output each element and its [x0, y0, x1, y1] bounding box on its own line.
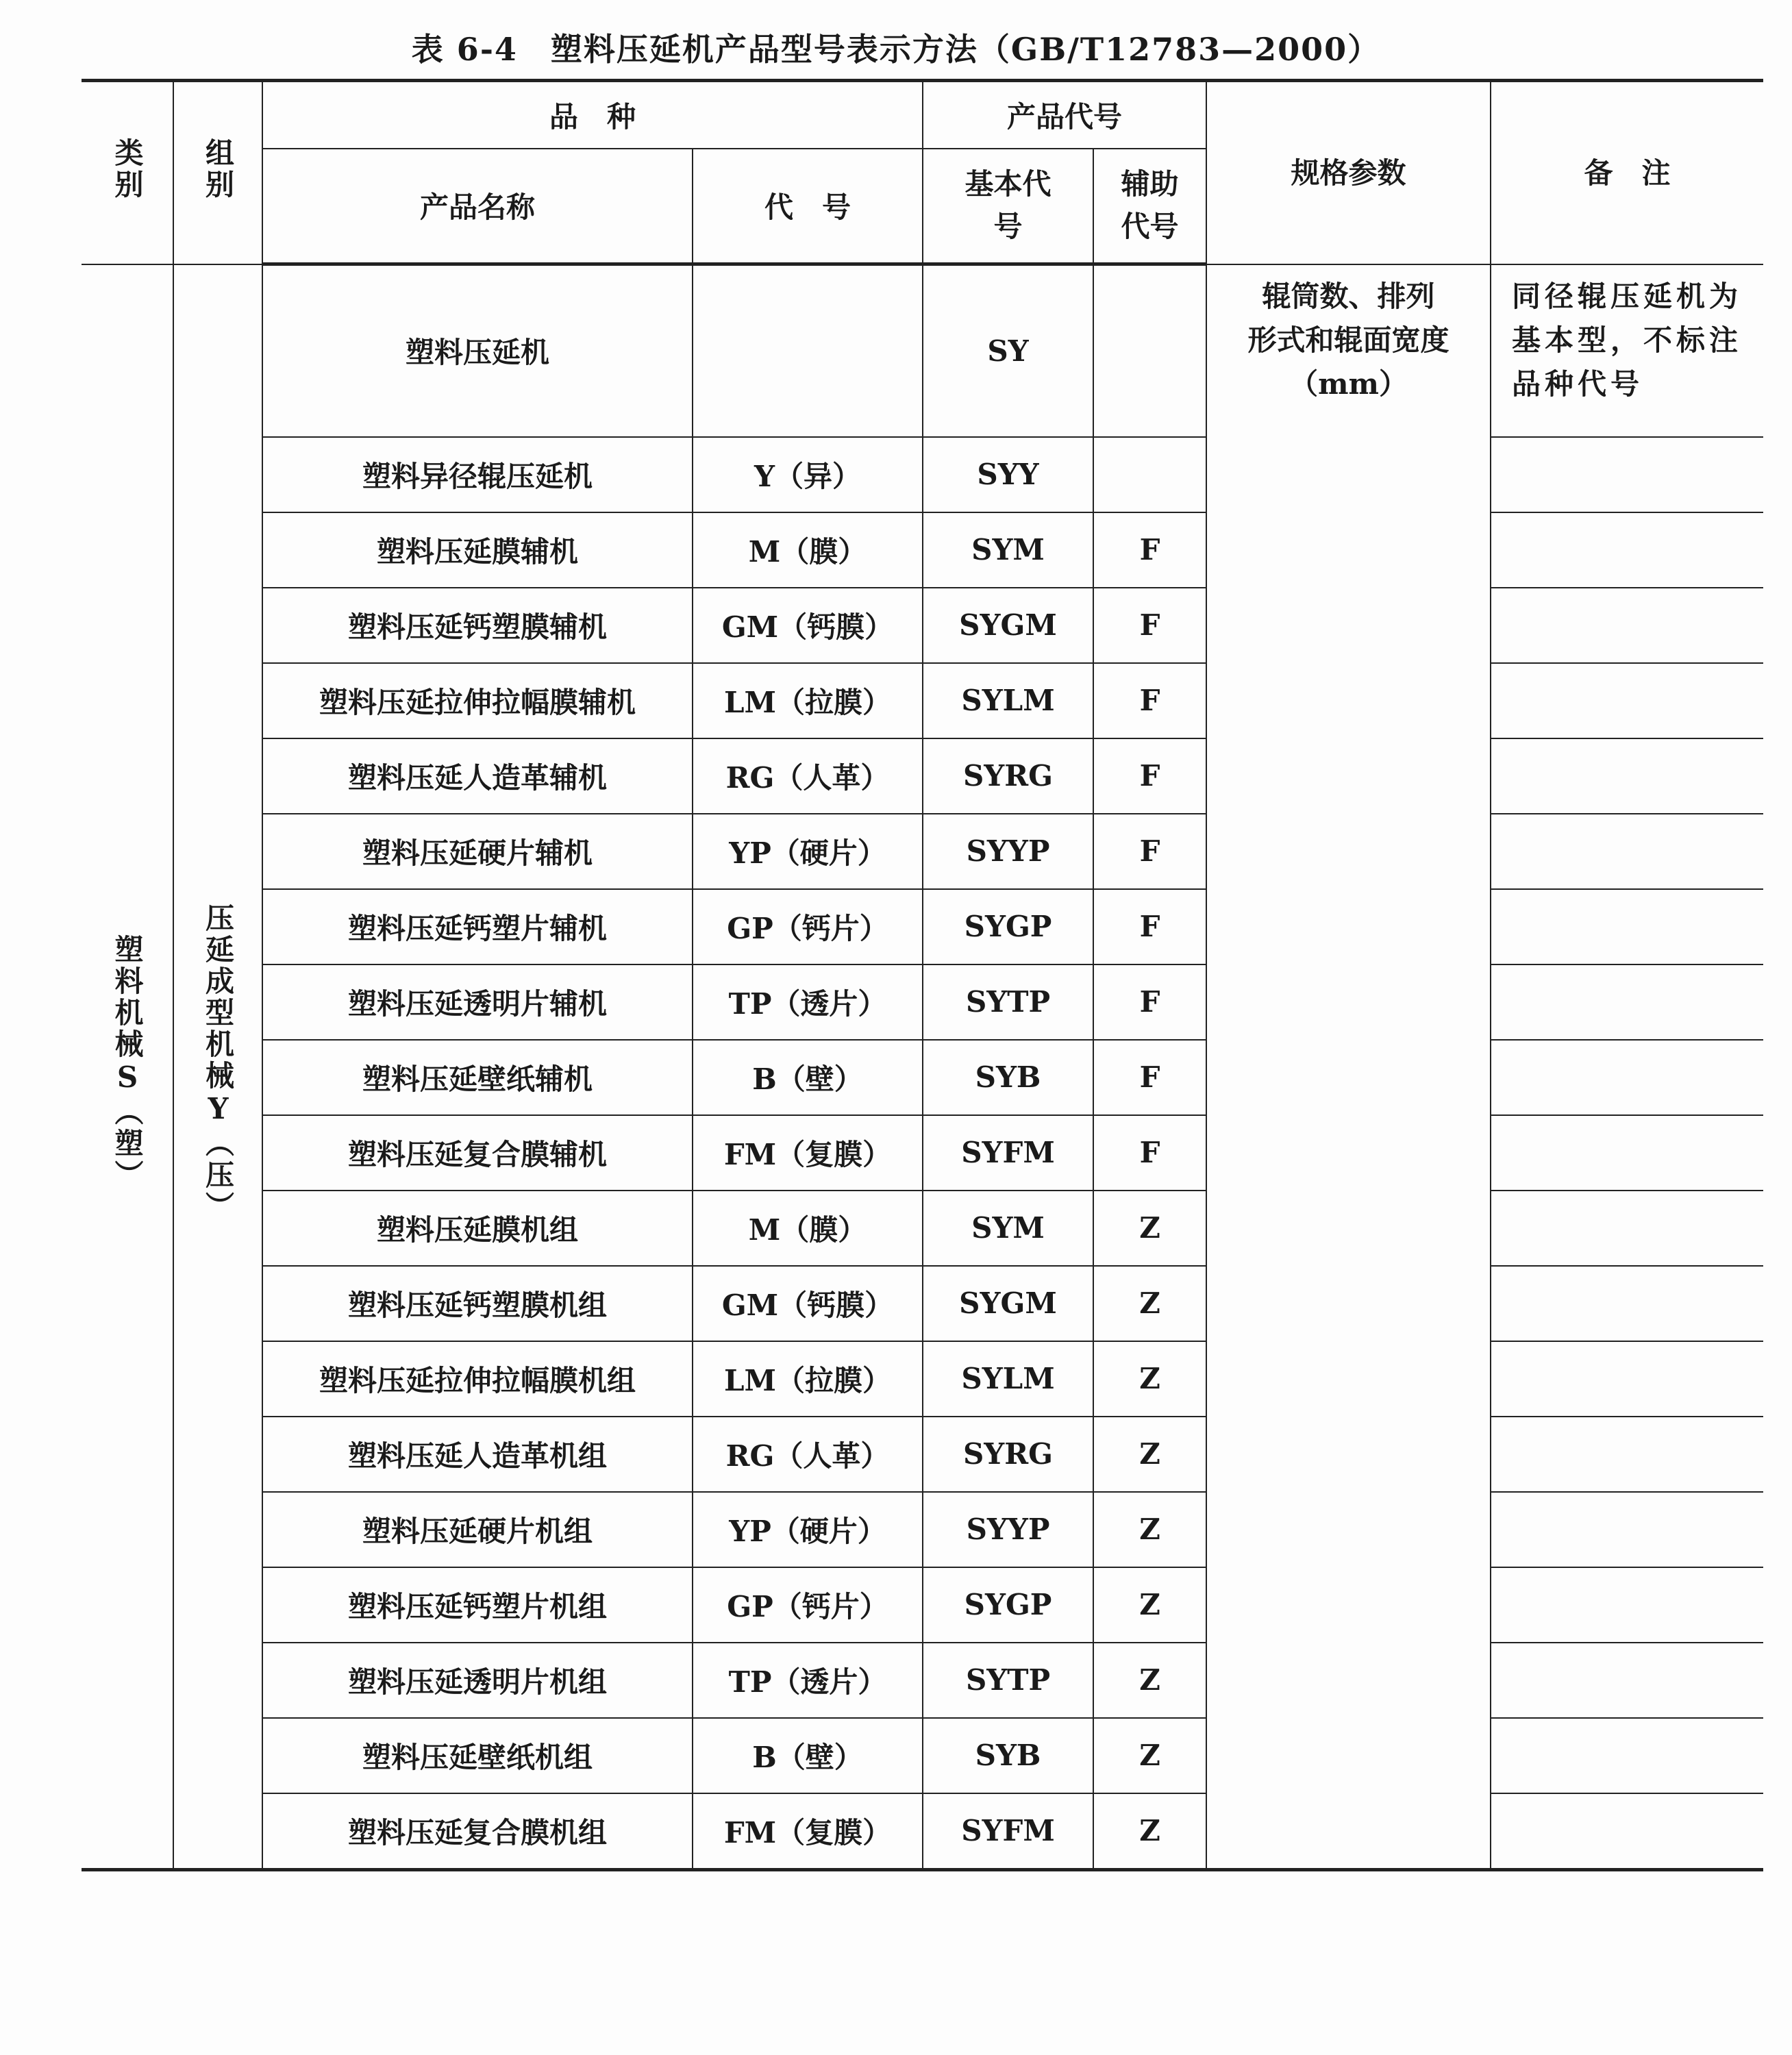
basic-code: SYTP: [923, 1643, 1093, 1718]
aux-code: Z: [1093, 1567, 1206, 1643]
aux-code: Z: [1093, 1643, 1206, 1718]
table-row: [82, 437, 1763, 512]
table-row: [82, 588, 1763, 663]
aux-code: Z: [1093, 1718, 1206, 1793]
header-code: 代 号: [693, 149, 923, 264]
note-cell: [1491, 964, 1763, 1040]
header-product-name: 产品名称: [262, 149, 693, 264]
table-title: 表 6-4 塑料压延机产品型号表示方法（GB/T12783—2000）: [411, 31, 1381, 68]
code: Y（异）: [693, 437, 923, 512]
note-cell: [1491, 1567, 1763, 1643]
product-name: 塑料压延钙塑片机组: [262, 1567, 693, 1643]
aux-code: F: [1093, 588, 1206, 663]
table-row: [82, 738, 1763, 814]
aux-code: Z: [1093, 1417, 1206, 1492]
code: LM（拉膜）: [693, 663, 923, 738]
basic-code: SYGM: [923, 588, 1093, 663]
note-cell: [1491, 1492, 1763, 1567]
aux-code: F: [1093, 1115, 1206, 1191]
basic-code: SYYP: [923, 1492, 1093, 1567]
note-cell: [1491, 1266, 1763, 1341]
aux-code: Z: [1093, 1341, 1206, 1417]
aux-code: F: [1093, 738, 1206, 814]
product-name: 塑料压延透明片机组: [262, 1643, 693, 1718]
code: FM（复膜）: [693, 1793, 923, 1870]
table-row: [82, 1040, 1763, 1115]
code: GP（钙片）: [693, 889, 923, 964]
aux-code: F: [1093, 512, 1206, 588]
product-name: 塑料压延硬片辅机: [262, 814, 693, 889]
table-row: [82, 1492, 1763, 1567]
note-cell: [1491, 889, 1763, 964]
basic-code: SYFM: [923, 1115, 1093, 1191]
product-name: 塑料压延复合膜辅机: [262, 1115, 693, 1191]
aux-code: F: [1093, 889, 1206, 964]
basic-code: SYRG: [923, 1417, 1093, 1492]
header-spec: 规格参数: [1206, 81, 1491, 264]
product-name: 塑料压延壁纸辅机: [262, 1040, 693, 1115]
group-cell: 压延成型机械Y（压）: [173, 264, 262, 1870]
table-row: [82, 1417, 1763, 1492]
product-name: 塑料压延拉伸拉幅膜辅机: [262, 663, 693, 738]
basic-code: SYB: [923, 1718, 1093, 1793]
code: RG（人革）: [693, 1417, 923, 1492]
code: B（壁）: [693, 1718, 923, 1793]
product-name: 塑料压延人造革辅机: [262, 738, 693, 814]
note-cell: [1491, 1793, 1763, 1870]
product-name: 塑料压延硬片机组: [262, 1492, 693, 1567]
spec-cell: [1206, 264, 1491, 1870]
note-cell: 同径辊压延机为基本型，不标注品种代号: [1491, 264, 1763, 437]
basic-code: SYFM: [923, 1793, 1093, 1870]
table-row: [82, 663, 1763, 738]
code: RG（人革）: [693, 738, 923, 814]
code: YP（硬片）: [693, 1492, 923, 1567]
aux-code: F: [1093, 814, 1206, 889]
product-name: 塑料压延膜辅机: [262, 512, 693, 588]
table-row: [82, 1191, 1763, 1266]
note-cell: [1491, 814, 1763, 889]
basic-code: SYRG: [923, 738, 1093, 814]
table-row: [82, 1341, 1763, 1417]
code: TP（透片）: [693, 964, 923, 1040]
code: LM（拉膜）: [693, 1341, 923, 1417]
note-cell: [1491, 1643, 1763, 1718]
category-cell: 塑料机械S（塑）: [82, 264, 173, 1870]
basic-code: SYM: [923, 1191, 1093, 1266]
spec-line: 辊筒数、排列: [1262, 279, 1435, 313]
table-row: [82, 264, 1763, 437]
note-cell: [1491, 588, 1763, 663]
product-name: 塑料压延钙塑膜机组: [262, 1266, 693, 1341]
code: M（膜）: [693, 512, 923, 588]
spec-line: 形式和辊面宽度: [1247, 323, 1449, 357]
note-cell: [1491, 437, 1763, 512]
basic-code: SYLM: [923, 1341, 1093, 1417]
product-name: 塑料压延人造革机组: [262, 1417, 693, 1492]
header-variety: 品 种: [262, 81, 923, 149]
table-row: [82, 1643, 1763, 1718]
code: [693, 264, 923, 437]
basic-code: SYGM: [923, 1266, 1093, 1341]
table-row: [82, 814, 1763, 889]
aux-code: Z: [1093, 1266, 1206, 1341]
aux-code: F: [1093, 1040, 1206, 1115]
note-cell: [1491, 663, 1763, 738]
note-cell: [1491, 1417, 1763, 1492]
note-cell: [1491, 1718, 1763, 1793]
table-row: [82, 1793, 1763, 1870]
aux-code: F: [1093, 663, 1206, 738]
table-row: [82, 1718, 1763, 1793]
table-row: [82, 889, 1763, 964]
aux-code: [1093, 437, 1206, 512]
table-row: [82, 1115, 1763, 1191]
header-product-code: 产品代号: [923, 81, 1206, 149]
table-row: [82, 1266, 1763, 1341]
basic-code: SYY: [923, 437, 1093, 512]
product-model-table: [82, 79, 1763, 1871]
product-name: 塑料压延机: [262, 264, 693, 437]
aux-code: Z: [1093, 1492, 1206, 1567]
basic-code: SYYP: [923, 814, 1093, 889]
code: GM（钙膜）: [693, 1266, 923, 1341]
note-cell: [1491, 738, 1763, 814]
table-row: [82, 964, 1763, 1040]
aux-code: Z: [1093, 1191, 1206, 1266]
note-cell: [1491, 1341, 1763, 1417]
code: FM（复膜）: [693, 1115, 923, 1191]
note-cell: [1491, 512, 1763, 588]
product-name: 塑料压延膜机组: [262, 1191, 693, 1266]
product-name: 塑料压延壁纸机组: [262, 1718, 693, 1793]
note-cell: [1491, 1115, 1763, 1191]
header-category: 类别: [82, 81, 173, 264]
basic-code: SYGP: [923, 1567, 1093, 1643]
code: TP（透片）: [693, 1643, 923, 1718]
note-cell: [1491, 1191, 1763, 1266]
table-row: [82, 1567, 1763, 1643]
product-name: 塑料压延透明片辅机: [262, 964, 693, 1040]
basic-code: SY: [923, 264, 1093, 437]
product-name: 塑料压延复合膜机组: [262, 1793, 693, 1870]
aux-code: F: [1093, 964, 1206, 1040]
product-name: 塑料压延钙塑膜辅机: [262, 588, 693, 663]
basic-code: SYTP: [923, 964, 1093, 1040]
code: M（膜）: [693, 1191, 923, 1266]
note-cell: [1491, 1040, 1763, 1115]
basic-code: SYGP: [923, 889, 1093, 964]
code: GM（钙膜）: [693, 588, 923, 663]
aux-code: Z: [1093, 1793, 1206, 1870]
header-group: 组别: [173, 81, 262, 264]
table-row: [82, 512, 1763, 588]
code: B（壁）: [693, 1040, 923, 1115]
code: YP（硬片）: [693, 814, 923, 889]
product-name: 塑料压延钙塑片辅机: [262, 889, 693, 964]
basic-code: SYLM: [923, 663, 1093, 738]
basic-code: SYM: [923, 512, 1093, 588]
header-note: 备 注: [1491, 81, 1763, 264]
spec-line: （mm）: [1289, 366, 1408, 401]
aux-code: [1093, 264, 1206, 437]
basic-code: SYB: [923, 1040, 1093, 1115]
product-name: 塑料压延拉伸拉幅膜机组: [262, 1341, 693, 1417]
code: GP（钙片）: [693, 1567, 923, 1643]
product-name: 塑料异径辊压延机: [262, 437, 693, 512]
header-basic-code: 基本代号: [923, 149, 1093, 264]
header-aux-code: 辅助代号: [1093, 149, 1206, 264]
